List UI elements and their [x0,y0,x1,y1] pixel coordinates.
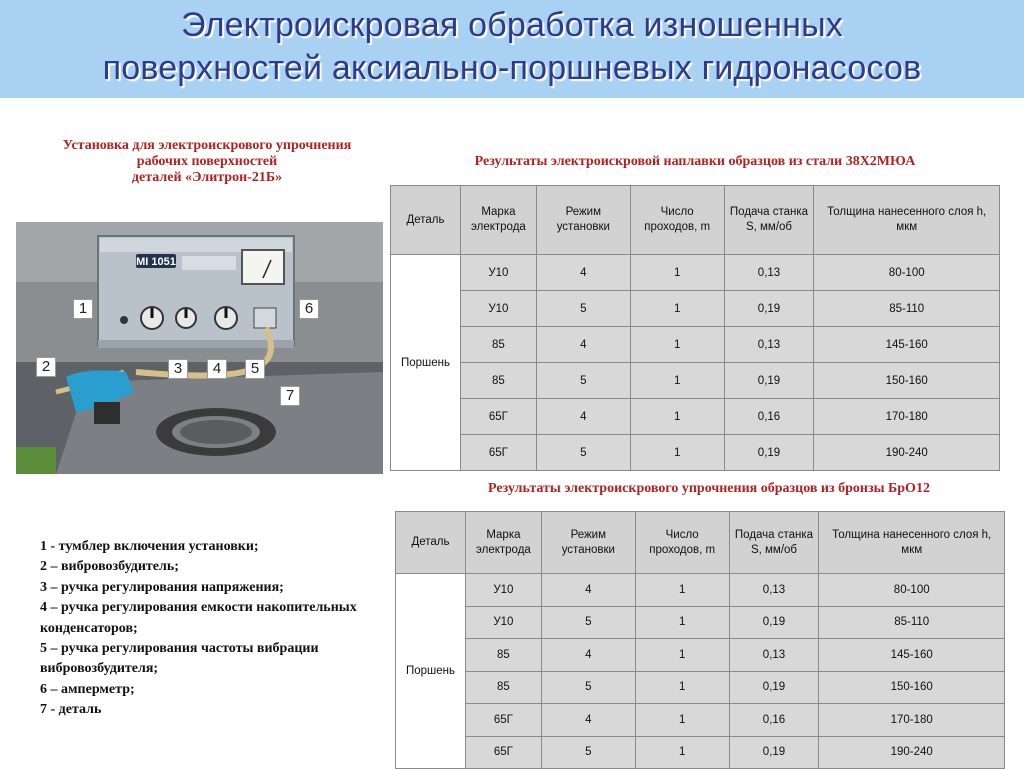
results-table-steel [390,185,1000,471]
header-feed: Подача станка S, мм/об [729,512,819,574]
output-socket-icon [254,308,276,328]
cell-passes: 1 [630,291,724,327]
cell-electrode: 65Г [460,399,536,435]
cell-passes: 1 [630,255,724,291]
cell-electrode: 85 [465,671,541,704]
cell-feed: 0,13 [724,255,814,291]
cell-electrode: 85 [460,363,536,399]
cell-passes: 1 [630,435,724,471]
cell-mode: 5 [536,363,630,399]
cell-mode: 4 [536,255,630,291]
table-row [396,671,1005,704]
cell-electrode: 85 [460,327,536,363]
cell-feed: 0,19 [729,606,819,639]
cell-mode: 5 [541,606,635,639]
cell-thickness: 85-110 [819,606,1005,639]
header-electrode: Марка электрода [460,186,536,255]
legend-item: 5 – ручка регулирования частоты вибрации вибровозбудителя; [40,641,319,677]
callout-2: 2 [36,357,56,377]
legend-item: 6 – амперметр; [40,681,135,697]
cell-thickness: 190-240 [814,435,1000,471]
cell-mode: 4 [536,399,630,435]
callout-3: 3 [168,359,188,379]
cell-mode: 5 [536,291,630,327]
results-table-bronze [395,511,1005,769]
cell-feed: 0,19 [724,363,814,399]
cell-passes: 1 [630,363,724,399]
cell-passes: 1 [635,671,729,704]
cell-thickness: 80-100 [814,255,1000,291]
cell-feed: 0,16 [729,704,819,737]
cell-feed: 0,13 [724,327,814,363]
cell-electrode: 65Г [465,704,541,737]
cell-thickness: 150-160 [814,363,1000,399]
page-title-line-2: поверхностей аксиально-поршневых гидронасосов [102,49,922,87]
table-row [391,255,1000,291]
legend-list [40,537,370,721]
cell-passes: 1 [635,639,729,672]
callout-6: 6 [299,299,319,319]
table-row [391,291,1000,327]
header-thickness: Толщина нанесенного слоя h, мкм [814,186,1000,255]
part-cell: Поршень [391,255,461,471]
cell-thickness: 85-110 [814,291,1000,327]
legend-item: 1 - тумблер включения установки; [40,539,259,554]
toggle-switch-icon [120,316,128,324]
table-row [391,399,1000,435]
cell-passes: 1 [635,574,729,607]
callout-1: 1 [73,299,93,319]
table-row [396,574,1005,607]
title-bar [0,0,1024,98]
cell-electrode: 85 [465,639,541,672]
cell-thickness: 150-160 [819,671,1005,704]
table-row [396,736,1005,769]
cell-mode: 4 [536,327,630,363]
cell-mode: 4 [541,704,635,737]
setup-caption-line-1: Установка для электроискрового упрочнения [62,138,352,153]
cell-passes: 1 [635,736,729,769]
table-header-row [391,186,1000,255]
cell-passes: 1 [635,606,729,639]
header-passes: Число проходов, m [635,512,729,574]
cell-electrode: У10 [465,606,541,639]
cell-feed: 0,19 [724,435,814,471]
legend-item: 2 – вибровозбудитель; [40,559,179,575]
table1-caption: Результаты электроискровой наплавки образцов из стали 38Х2МЮА [474,154,916,169]
header-feed: Подача станка S, мм/об [724,186,814,255]
cell-thickness: 80-100 [819,574,1005,607]
header-passes: Число проходов, m [630,186,724,255]
device-label: MI 1051 [136,256,176,268]
legend-item: 7 - деталь [40,702,102,718]
cell-passes: 1 [630,399,724,435]
table-row [391,363,1000,399]
table2-caption: Результаты электроискрового упрочнения образцов из бронзы БрО12 [488,481,930,496]
header-mode: Режим установки [536,186,630,255]
table-row [391,435,1000,471]
callout-5: 5 [245,359,265,379]
cell-mode: 5 [536,435,630,471]
cell-passes: 1 [630,327,724,363]
cell-feed: 0,19 [724,291,814,327]
header-part: Деталь [396,512,466,574]
cell-electrode: 65Г [465,736,541,769]
cell-electrode: У10 [460,291,536,327]
legend-item: 3 – ручка регулирования напряжения; [40,579,284,595]
header-thickness: Толщина нанесенного слоя h, мкм [819,512,1005,574]
cell-passes: 1 [635,704,729,737]
table-header-row [396,512,1005,574]
cell-feed: 0,13 [729,574,819,607]
header-electrode: Марка электрода [465,512,541,574]
page-title-line-1: Электроискровая обработка изношенных [181,6,843,44]
cell-feed: 0,13 [729,639,819,672]
cell-feed: 0,16 [724,399,814,435]
cell-feed: 0,19 [729,736,819,769]
cell-feed: 0,19 [729,671,819,704]
callout-4: 4 [207,359,227,379]
legend-item: 4 – ручка регулирования емкости накопительных конденсаторов; [40,600,357,636]
cell-thickness: 145-160 [819,639,1005,672]
device-nameplate [182,256,236,270]
device-photo [16,222,383,474]
cell-thickness: 170-180 [819,704,1005,737]
setup-caption-line-2: рабочих поверхностей [136,154,278,169]
setup-caption-line-3: деталей «Элитрон-21Б» [131,170,283,185]
ammeter-icon [242,250,284,284]
cell-mode: 4 [541,639,635,672]
table-row [396,639,1005,672]
callout-7: 7 [280,386,300,406]
cell-thickness: 190-240 [819,736,1005,769]
cell-thickness: 145-160 [814,327,1000,363]
part-cell: Поршень [396,574,466,769]
table-row [396,606,1005,639]
cell-electrode: У10 [465,574,541,607]
cell-mode: 5 [541,736,635,769]
header-mode: Режим установки [541,512,635,574]
table-row [396,704,1005,737]
cell-thickness: 170-180 [814,399,1000,435]
cell-mode: 5 [541,671,635,704]
header-part: Деталь [391,186,461,255]
cell-electrode: У10 [460,255,536,291]
device-illustration [16,222,383,474]
cell-electrode: 65Г [460,435,536,471]
table-row [391,327,1000,363]
cell-mode: 4 [541,574,635,607]
setup-caption [18,138,396,186]
